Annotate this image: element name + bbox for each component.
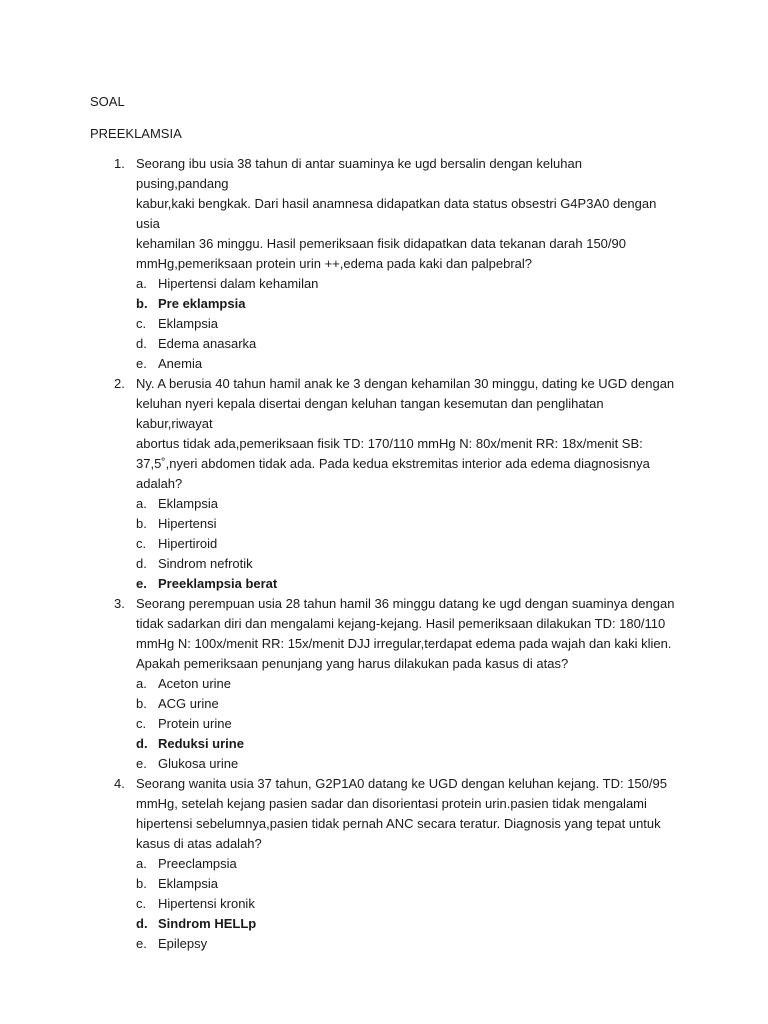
question-text: Seorang ibu usia 38 tahun di antar suaminya ke ugd bersalin dengan keluhan pusing,pandang kabur,kaki bengkak. Dari hasil anamnesa didapatkan data status obsestri G4P3A0 dengan usia kehamilan 36 minggu. Hasil pemeriksaan fisik didapatkan data tekanan darah 150/90 mmHg,pemeriksaan protein urin ++,edema pada kaki dan palpebral? <box>136 156 657 271</box>
option-letter: e. <box>136 356 147 371</box>
option-letter: a. <box>136 676 147 691</box>
option-text: ACG urine <box>158 696 219 711</box>
option-text: Preeklampsia berat <box>158 576 278 591</box>
option-e <box>0 354 768 374</box>
question-4 <box>0 774 768 954</box>
option-e <box>0 934 768 954</box>
option-letter: b. <box>136 876 147 891</box>
option-b <box>0 514 768 534</box>
option-a <box>0 854 768 874</box>
question-number: 3. <box>114 596 125 611</box>
option-letter: e. <box>136 576 147 591</box>
option-d <box>0 914 768 934</box>
option-text: Sindrom nefrotik <box>158 556 253 571</box>
option-letter: d. <box>136 916 148 931</box>
option-text: Aceton urine <box>158 676 231 691</box>
option-d <box>0 734 768 754</box>
document-topic: PREEKLAMSIA <box>90 126 182 141</box>
option-a <box>0 674 768 694</box>
question-number: 4. <box>114 776 125 791</box>
option-text: Protein urine <box>158 716 232 731</box>
option-letter: c. <box>136 536 147 551</box>
option-letter: d. <box>136 336 147 351</box>
option-letter: a. <box>136 496 147 511</box>
option-letter: b. <box>136 516 147 531</box>
option-letter: b. <box>136 696 147 711</box>
option-text: Anemia <box>158 356 203 371</box>
question-number: 1. <box>114 156 125 171</box>
option-text: Glukosa urine <box>158 756 239 771</box>
option-text: Hipertensi kronik <box>158 896 255 911</box>
option-text: Eklampsia <box>158 876 218 891</box>
option-text: Reduksi urine <box>158 736 244 751</box>
option-b <box>0 694 768 714</box>
option-e <box>0 754 768 774</box>
option-text: Eklampsia <box>158 496 218 511</box>
option-text: Hipertiroid <box>158 536 218 551</box>
option-text: Epilepsy <box>158 936 208 951</box>
question-list <box>0 154 768 954</box>
question-3 <box>0 594 768 774</box>
option-b <box>0 294 768 314</box>
option-d <box>0 554 768 574</box>
question-number: 2. <box>114 376 125 391</box>
question-text: Seorang wanita usia 37 tahun, G2P1A0 datang ke UGD dengan keluhan kejang. TD: 150/95 mmHg, setelah kejang pasien sadar dan disorientasi protein urin.pasien tidak mengalami hipertensi sebelumnya,pasien tidak pernah ANC secara teratur. Diagnosis yang tepat untuk kasus di atas adalah? <box>136 776 667 851</box>
question-2 <box>0 374 768 594</box>
answer-options <box>0 854 768 954</box>
option-text: Hipertensi dalam kehamilan <box>158 276 319 291</box>
answer-options <box>0 274 768 374</box>
option-letter: c. <box>136 316 147 331</box>
option-d <box>0 334 768 354</box>
option-letter: a. <box>136 856 147 871</box>
option-text: Preeclampsia <box>158 856 237 871</box>
option-c <box>0 314 768 334</box>
option-c <box>0 534 768 554</box>
answer-options <box>0 674 768 774</box>
option-letter: e. <box>136 936 147 951</box>
option-c <box>0 714 768 734</box>
option-text: Pre eklampsia <box>158 296 246 311</box>
option-letter: d. <box>136 556 147 571</box>
option-letter: d. <box>136 736 148 751</box>
question-text: Ny. A berusia 40 tahun hamil anak ke 3 dengan kehamilan 30 minggu, dating ke UGD dengan keluhan nyeri kepala disertai dengan keluhan tangan kesemutan dan penglihatan kabur,riwayat abortus tidak ada,pemeriksaan fisik TD: 170/110 mmHg N: 80x/menit RR: 18x/menit SB: 37,5˚,nyeri abdomen tidak ada. Pada kedua ekstremitas interior ada edema diagnosisnya adalah? <box>136 376 675 491</box>
option-text: Hipertensi <box>158 516 217 531</box>
option-a <box>0 494 768 514</box>
option-text: Edema anasarka <box>158 336 257 351</box>
document-label: SOAL <box>90 94 125 109</box>
option-letter: c. <box>136 716 147 731</box>
option-text: Eklampsia <box>158 316 218 331</box>
option-e <box>0 574 768 594</box>
option-letter: a. <box>136 276 147 291</box>
option-c <box>0 894 768 914</box>
option-text: Sindrom HELLp <box>158 916 257 931</box>
option-b <box>0 874 768 894</box>
question-text: Seorang perempuan usia 28 tahun hamil 36 minggu datang ke ugd dengan suaminya dengan tidak sadarkan diri dan mengalami kejang-kejang. Hasil pemeriksaan dilakukan TD: 180/110 mmHg N: 100x/menit RR: 15x/menit DJJ irregular,terdapat edema pada wajah dan kaki klien. Apakah pemeriksaan penunjang yang harus dilakukan pada kasus di atas? <box>136 596 675 671</box>
option-letter: e. <box>136 756 147 771</box>
option-letter: c. <box>136 896 147 911</box>
answer-options <box>0 494 768 594</box>
option-a <box>0 274 768 294</box>
question-1 <box>0 154 768 374</box>
option-letter: b. <box>136 296 148 311</box>
